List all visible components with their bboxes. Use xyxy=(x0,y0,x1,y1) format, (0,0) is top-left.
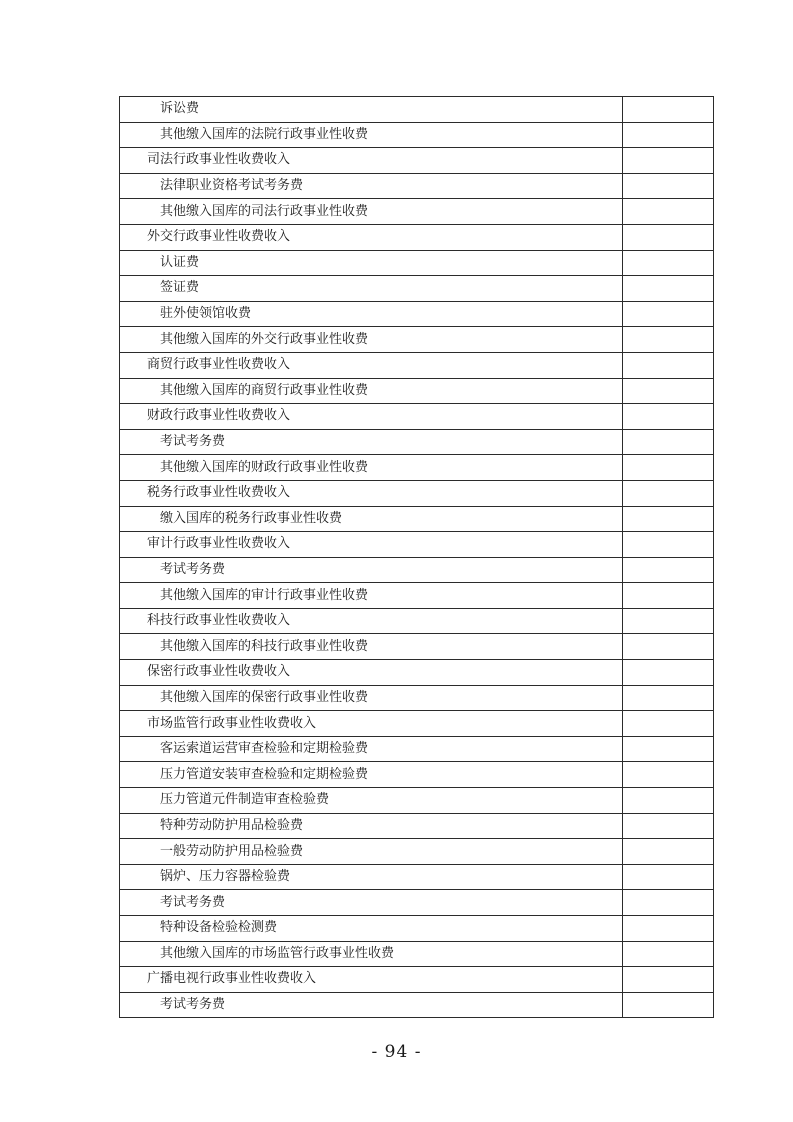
table-row xyxy=(120,301,714,327)
value-cell xyxy=(623,506,714,532)
value-cell xyxy=(623,429,714,455)
value-cell xyxy=(623,583,714,609)
table-row xyxy=(120,864,714,890)
table-row xyxy=(120,711,714,737)
fee-item-label: 诉讼费 xyxy=(120,97,623,123)
fee-item-label: 其他缴入国库的保密行政事业性收费 xyxy=(120,685,623,711)
category-label: 财政行政事业性收费收入 xyxy=(120,404,623,430)
value-cell xyxy=(623,839,714,865)
value-cell xyxy=(623,762,714,788)
fee-item-label: 压力管道元件制造审查检验费 xyxy=(120,788,623,814)
value-cell xyxy=(623,480,714,506)
fee-item-label: 考试考务费 xyxy=(120,890,623,916)
table-row xyxy=(120,199,714,225)
table-row xyxy=(120,250,714,276)
table-row xyxy=(120,839,714,865)
fee-item-label: 其他缴入国库的商贸行政事业性收费 xyxy=(120,378,623,404)
value-cell xyxy=(623,148,714,174)
table-row xyxy=(120,506,714,532)
table-row xyxy=(120,941,714,967)
fee-item-label: 考试考务费 xyxy=(120,429,623,455)
table-row xyxy=(120,788,714,814)
fee-item-label: 锅炉、压力容器检验费 xyxy=(120,864,623,890)
fee-item-label: 压力管道安装审查检验和定期检验费 xyxy=(120,762,623,788)
category-label: 保密行政事业性收费收入 xyxy=(120,660,623,686)
table-row xyxy=(120,660,714,686)
category-label: 广播电视行政事业性收费收入 xyxy=(120,967,623,993)
value-cell xyxy=(623,608,714,634)
value-cell xyxy=(623,276,714,302)
table-row xyxy=(120,148,714,174)
fee-item-label: 其他缴入国库的审计行政事业性收费 xyxy=(120,583,623,609)
table-row xyxy=(120,173,714,199)
value-cell xyxy=(623,711,714,737)
category-label: 审计行政事业性收费收入 xyxy=(120,532,623,558)
fee-table-body xyxy=(120,97,714,1018)
fee-table xyxy=(119,96,714,1018)
value-cell xyxy=(623,455,714,481)
value-cell xyxy=(623,301,714,327)
value-cell xyxy=(623,660,714,686)
fee-item-label: 考试考务费 xyxy=(120,557,623,583)
value-cell xyxy=(623,250,714,276)
table-row xyxy=(120,429,714,455)
table-row xyxy=(120,480,714,506)
value-cell xyxy=(623,813,714,839)
table-row xyxy=(120,608,714,634)
fee-item-label: 其他缴入国库的外交行政事业性收费 xyxy=(120,327,623,353)
fee-item-label: 考试考务费 xyxy=(120,992,623,1018)
table-row xyxy=(120,967,714,993)
table-row xyxy=(120,762,714,788)
value-cell xyxy=(623,97,714,123)
value-cell xyxy=(623,532,714,558)
fee-item-label: 签证费 xyxy=(120,276,623,302)
table-row xyxy=(120,890,714,916)
value-cell xyxy=(623,916,714,942)
table-row xyxy=(120,916,714,942)
table-row xyxy=(120,557,714,583)
table-row xyxy=(120,122,714,148)
fee-item-label: 驻外使领馆收费 xyxy=(120,301,623,327)
value-cell xyxy=(623,736,714,762)
value-cell xyxy=(623,199,714,225)
table-row xyxy=(120,992,714,1018)
fee-item-label: 其他缴入国库的科技行政事业性收费 xyxy=(120,634,623,660)
category-label: 科技行政事业性收费收入 xyxy=(120,608,623,634)
value-cell xyxy=(623,404,714,430)
table-row xyxy=(120,634,714,660)
value-cell xyxy=(623,122,714,148)
category-label: 商贸行政事业性收费收入 xyxy=(120,352,623,378)
value-cell xyxy=(623,557,714,583)
category-label: 外交行政事业性收费收入 xyxy=(120,224,623,250)
fee-item-label: 其他缴入国库的财政行政事业性收费 xyxy=(120,455,623,481)
value-cell xyxy=(623,352,714,378)
fee-item-label: 认证费 xyxy=(120,250,623,276)
value-cell xyxy=(623,941,714,967)
value-cell xyxy=(623,992,714,1018)
table-row xyxy=(120,276,714,302)
table-row xyxy=(120,327,714,353)
value-cell xyxy=(623,378,714,404)
table-row xyxy=(120,455,714,481)
fee-item-label: 特种劳动防护用品检验费 xyxy=(120,813,623,839)
fee-item-label: 其他缴入国库的市场监管行政事业性收费 xyxy=(120,941,623,967)
value-cell xyxy=(623,890,714,916)
fee-item-label: 一般劳动防护用品检验费 xyxy=(120,839,623,865)
page-number: - 94 - xyxy=(371,1042,422,1062)
table-row xyxy=(120,378,714,404)
value-cell xyxy=(623,173,714,199)
table-row xyxy=(120,224,714,250)
value-cell xyxy=(623,327,714,353)
table-row xyxy=(120,532,714,558)
fee-item-label: 客运索道运营审查检验和定期检验费 xyxy=(120,736,623,762)
table-row xyxy=(120,404,714,430)
fee-item-label: 特种设备检验检测费 xyxy=(120,916,623,942)
fee-item-label: 其他缴入国库的司法行政事业性收费 xyxy=(120,199,623,225)
value-cell xyxy=(623,685,714,711)
fee-item-label: 缴入国库的税务行政事业性收费 xyxy=(120,506,623,532)
table-row xyxy=(120,736,714,762)
table-row xyxy=(120,583,714,609)
value-cell xyxy=(623,864,714,890)
value-cell xyxy=(623,634,714,660)
fee-item-label: 其他缴入国库的法院行政事业性收费 xyxy=(120,122,623,148)
category-label: 税务行政事业性收费收入 xyxy=(120,480,623,506)
value-cell xyxy=(623,788,714,814)
table-row xyxy=(120,97,714,123)
category-label: 司法行政事业性收费收入 xyxy=(120,148,623,174)
fee-item-label: 法律职业资格考试考务费 xyxy=(120,173,623,199)
value-cell xyxy=(623,224,714,250)
table-row xyxy=(120,813,714,839)
category-label: 市场监管行政事业性收费收入 xyxy=(120,711,623,737)
value-cell xyxy=(623,967,714,993)
table-row xyxy=(120,352,714,378)
table-row xyxy=(120,685,714,711)
